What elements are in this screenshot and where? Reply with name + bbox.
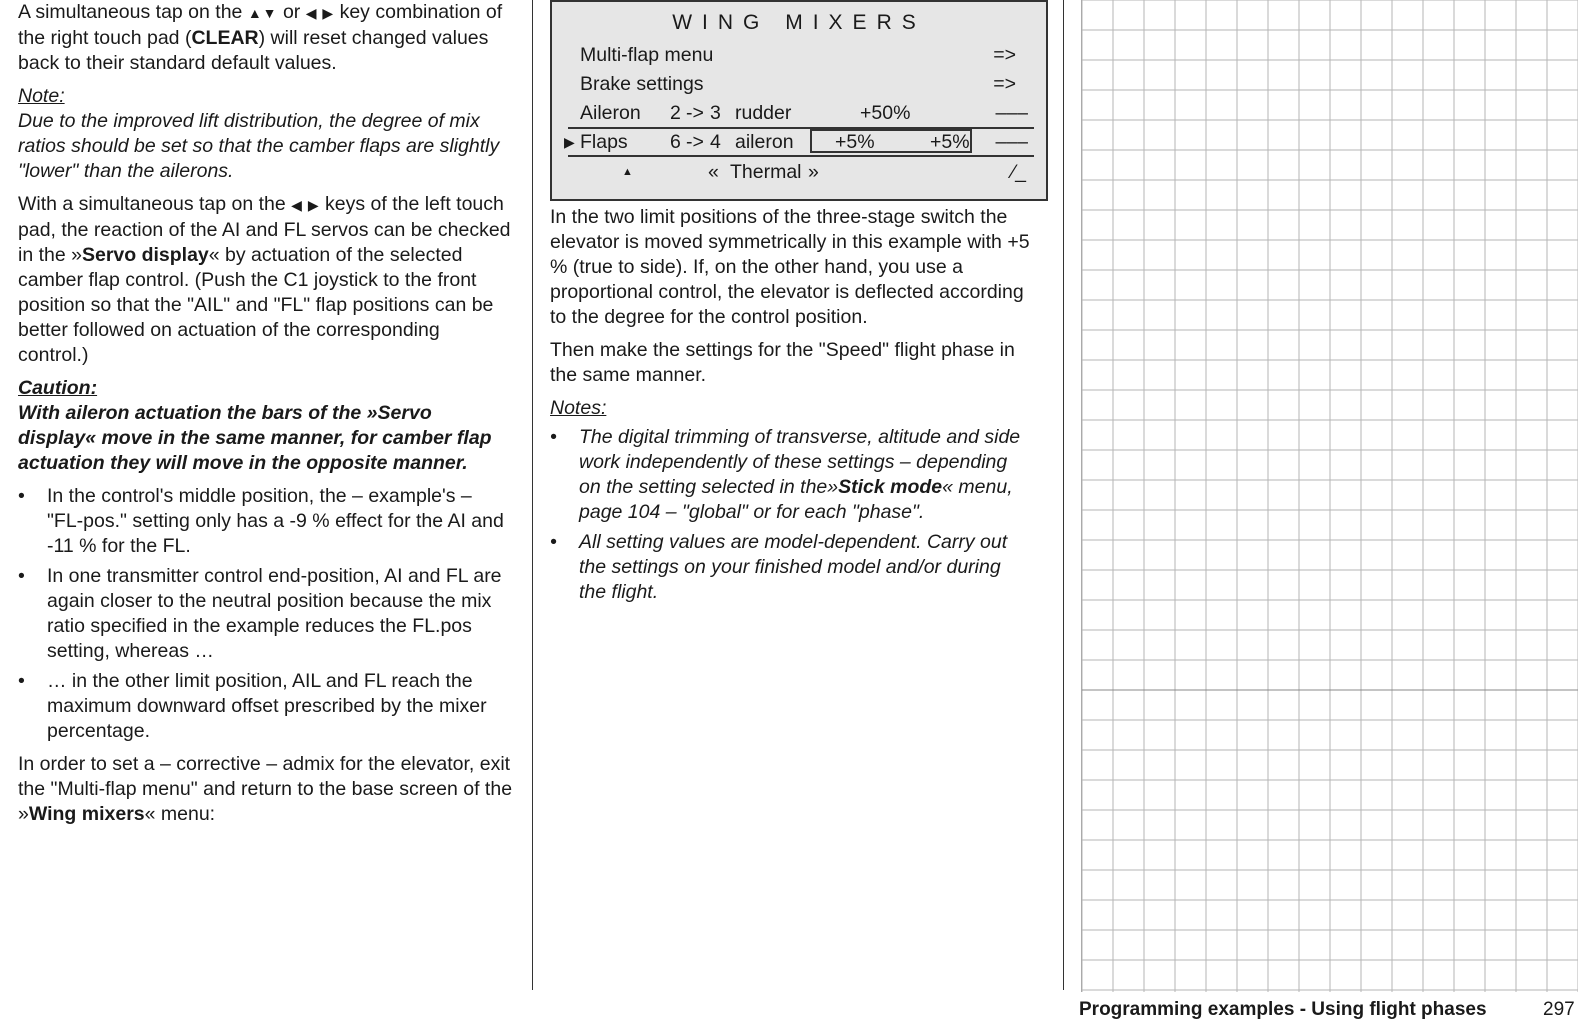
cursor-marker-icon: ▶ (564, 134, 575, 150)
wing-mixers-term: Wing mixers (28, 803, 145, 825)
servo-display-term: Servo display (81, 244, 209, 266)
enter-arrow-icon: => (993, 73, 1016, 95)
paragraph-servo-display: With a simultaneous tap on the ◀ ▶ keys of the left touch pad, the reaction of the AI and FL servos can be checked in the »Servo display« by actuation of the selected camber flap control. (Push the C1 joystick to the front position so that the "AIL" and "FL" flap positions can be better followed on actuation of the corresponding control.) (18, 193, 511, 366)
mix-arrow-icon: -> (686, 131, 704, 153)
wing-mixers-screen (550, 0, 1048, 201)
menu-row-multiflap[interactable]: Multi-flap menu => (580, 41, 1028, 69)
notes-label: Notes: (550, 397, 607, 419)
up-down-arrows-icon: ▲▼ (247, 5, 278, 21)
mixer-row-flaps[interactable]: ▶ Flaps 6 -> 4 aileron +5% +5% ––– (580, 128, 1028, 156)
flight-phase: Thermal (730, 161, 802, 183)
list-item: • The digital trimming of transverse, altitude and side work independently of these settings – depending on the setting selected in the»Stick mode« menu, page 104 – "global" or for each "phase". (550, 425, 1030, 525)
mixer-target: rudder (735, 102, 792, 124)
left-right-arrows-icon: ◀ ▶ (305, 5, 335, 21)
mixer-to: 4 (710, 131, 721, 153)
list-item: • In the control's middle position, the – example's – "FL-pos." setting only has a -9 % effect for the AI and -11 % for the FL. (18, 484, 513, 559)
paragraph-wing-mixers: In order to set a – corrective – admix for the elevator, exit the "Multi-flap menu" and return to the base screen of the »Wing mixers« menu: (18, 753, 513, 825)
caution-text: With aileron actuation the bars of the »Servo display« move in the same manner, for camber flap actuation they will move in the opposite manner. (18, 402, 492, 474)
list-item: • In one transmitter control end-position, AI and FL are again closer to the neutral position because the mix ratio specified in the example reduces the FL.pos setting, whereas … (18, 564, 513, 664)
bullet-list (18, 484, 513, 744)
status-row (580, 158, 1028, 186)
mix-arrow-icon: -> (686, 102, 704, 124)
page-number: 297 (1543, 999, 1575, 1020)
mixer-value: +50% (860, 102, 911, 124)
note-label: Note: (18, 85, 65, 107)
note-text: Due to the improved lift distribution, the degree of mix ratios should be set so that the camber flaps are slightly "lower" than the ailerons. (18, 110, 500, 182)
mixer-value: +5% (835, 131, 875, 153)
mixer-row-aileron[interactable]: Aileron 2 -> 3 rudder +50% ––– (580, 99, 1028, 127)
column-divider (532, 0, 533, 990)
middle-column (550, 205, 1030, 613)
stick-mode-term: Stick mode (838, 476, 943, 498)
list-item: • … in the other limit position, AIL and FL reach the maximum downward offset prescribed by the mixer percentage. (18, 669, 513, 744)
enter-arrow-icon: => (993, 44, 1016, 66)
switch-icon: ⁄_ (1011, 161, 1026, 183)
screen-title: WING MIXERS (672, 11, 926, 34)
paragraph-speed-phase: Then make the settings for the "Speed" flight phase in the same manner. (550, 339, 1015, 386)
mixer-target: aileron (735, 131, 794, 153)
notes-list (550, 425, 1030, 605)
divider (568, 155, 1034, 157)
mixer-value: +5% (930, 131, 970, 153)
left-right-arrows-icon: ◀ ▶ (291, 197, 320, 213)
column-divider (1063, 0, 1064, 990)
mixer-from: 6 (670, 131, 681, 153)
list-item: • All setting values are model-dependent. Carry out the settings on your finished model and/or during the flight. (550, 530, 1030, 605)
paragraph-clear: A simultaneous tap on the ▲▼ or ◀ ▶ key combination of the right touch pad (CLEAR) will reset changed values back to their standard default values. (18, 1, 503, 74)
mixer-dash: ––– (995, 131, 1028, 153)
caution-label: Caution: (18, 377, 98, 399)
clear-key: CLEAR (191, 27, 259, 49)
footer-title: Programming examples - Using flight phases (1079, 999, 1487, 1020)
left-column (18, 0, 513, 835)
menu-row-brake[interactable]: Brake settings => (580, 70, 1028, 98)
up-arrow-icon: ▲ (622, 166, 633, 178)
mixer-from: 2 (670, 102, 681, 124)
mixer-to: 3 (710, 102, 721, 124)
phase-left-icon: « (708, 161, 719, 183)
phase-right-icon: » (808, 161, 819, 183)
paragraph-limit-positions: In the two limit positions of the three-stage switch the elevator is moved symmetrically in this example with +5 % (true to side). If, on the other hand, you use a proportional control, the elevator is deflected according to the degree for the control position. (550, 206, 1030, 328)
mixer-dash: ––– (995, 102, 1028, 124)
notes-grid (1081, 0, 1578, 992)
